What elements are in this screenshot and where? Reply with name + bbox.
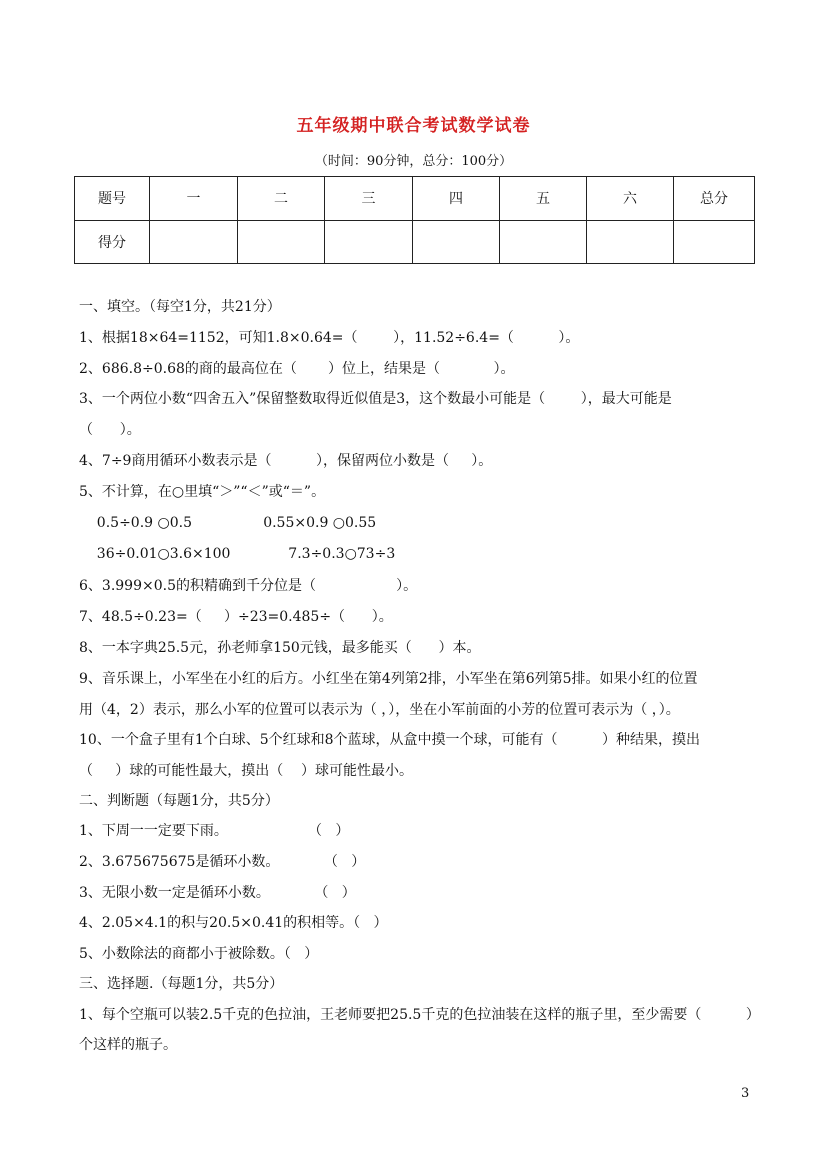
question-line: 10、一个盒子里有1个白球、5个红球和8个蓝球，从盒中摸一个球，可能有（ ）种结果，摸出 — [79, 732, 701, 748]
header-cell: 二 — [238, 177, 325, 221]
score-cell[interactable] — [150, 220, 238, 264]
score-cell[interactable] — [674, 220, 755, 264]
header-cell: 四 — [413, 177, 500, 221]
header-cell: 总分 — [674, 177, 755, 221]
question-line: 3、一个两位小数“四舍五入”保留整数取得近似值是3，这个数最小可能是（ ），最大可能是 — [79, 391, 672, 407]
question-line: 0.5÷0.9 ○0.5 0.55×0.9 ○0.55 — [79, 515, 377, 531]
header-cell: 五 — [500, 177, 587, 221]
section-heading: 三、选择题.（每题1分，共5分） — [79, 976, 284, 992]
row-label: 得分 — [75, 220, 150, 264]
question-line: （ ）。 — [79, 422, 141, 438]
score-cell[interactable] — [325, 220, 413, 264]
exam-info: （时间：90分钟，总分：100分） — [314, 154, 513, 169]
section-heading: 一、填空。（每空1分，共21分） — [79, 299, 281, 315]
question-line: 1、根据18×64=1152，可知1.8×0.64=（ ），11.52÷6.4=（ ）。 — [79, 330, 580, 346]
question-line: 1、下周一一定要下雨。 （ ） — [79, 823, 350, 839]
score-cell[interactable] — [238, 220, 325, 264]
score-cell[interactable] — [500, 220, 587, 264]
header-cell: 题号 — [75, 177, 150, 221]
question-line: 2、3.675675675是循环小数。 （ ） — [79, 854, 366, 870]
page-number: 3 — [741, 1086, 750, 1101]
question-line: （ ）球的可能性最大，摸出（ ）球可能性最小。 — [79, 763, 414, 779]
header-cell: 一 — [150, 177, 238, 221]
question-line: 7、48.5÷0.23=（ ）÷23=0.485÷（ ）。 — [79, 609, 393, 625]
score-table — [74, 176, 755, 264]
question-line: 6、3.999×0.5的积精确到千分位是（ ）。 — [79, 578, 418, 594]
score-cell[interactable] — [587, 220, 674, 264]
question-line: 用（4，2）表示，那么小军的位置可以表示为（ ，），坐在小军前面的小芳的位置可表示为（ ，）。 — [79, 702, 680, 718]
question-line: 9、音乐课上，小军坐在小红的后方。小红坐在第4列第2排，小军坐在第6列第5排。如果小红的位置 — [79, 671, 698, 687]
header-cell: 三 — [325, 177, 413, 221]
header-cell: 六 — [587, 177, 674, 221]
question-line: 8、一本字典25.5元，孙老师拿150元钱，最多能买（ ）本。 — [79, 640, 481, 656]
page-title: 五年级期中联合考试数学试卷 — [296, 116, 531, 136]
question-line: 4、2.05×4.1的积与20.5×0.41的积相等。（ ） — [79, 915, 388, 931]
question-line: 个这样的瓶子。 — [79, 1037, 177, 1053]
question-line: 4、7÷9商用循环小数表示是（ ），保留两位小数是（ ）。 — [79, 453, 493, 469]
section-heading: 二、判断题（每题1分，共5分） — [79, 793, 279, 809]
score-table-score-row — [75, 220, 755, 264]
question-line: 5、小数除法的商都小于被除数。（ ） — [79, 946, 319, 962]
question-line: 5、不计算，在○里填“＞”“＜”或“＝”。 — [79, 484, 326, 500]
question-line: 36÷0.01○3.6×100 7.3÷0.3○73÷3 — [79, 546, 396, 562]
question-line: 3、无限小数一定是循环小数。 （ ） — [79, 885, 356, 901]
score-cell[interactable] — [413, 220, 500, 264]
score-table-header-row — [75, 177, 755, 221]
question-line: 1、每个空瓶可以装2.5千克的色拉油，王老师要把25.5千克的色拉油装在这样的瓶子里，至少需要（ ） — [79, 1007, 760, 1023]
question-line: 2、686.8÷0.68的商的最高位在（ ）位上，结果是（ ）。 — [79, 361, 515, 377]
